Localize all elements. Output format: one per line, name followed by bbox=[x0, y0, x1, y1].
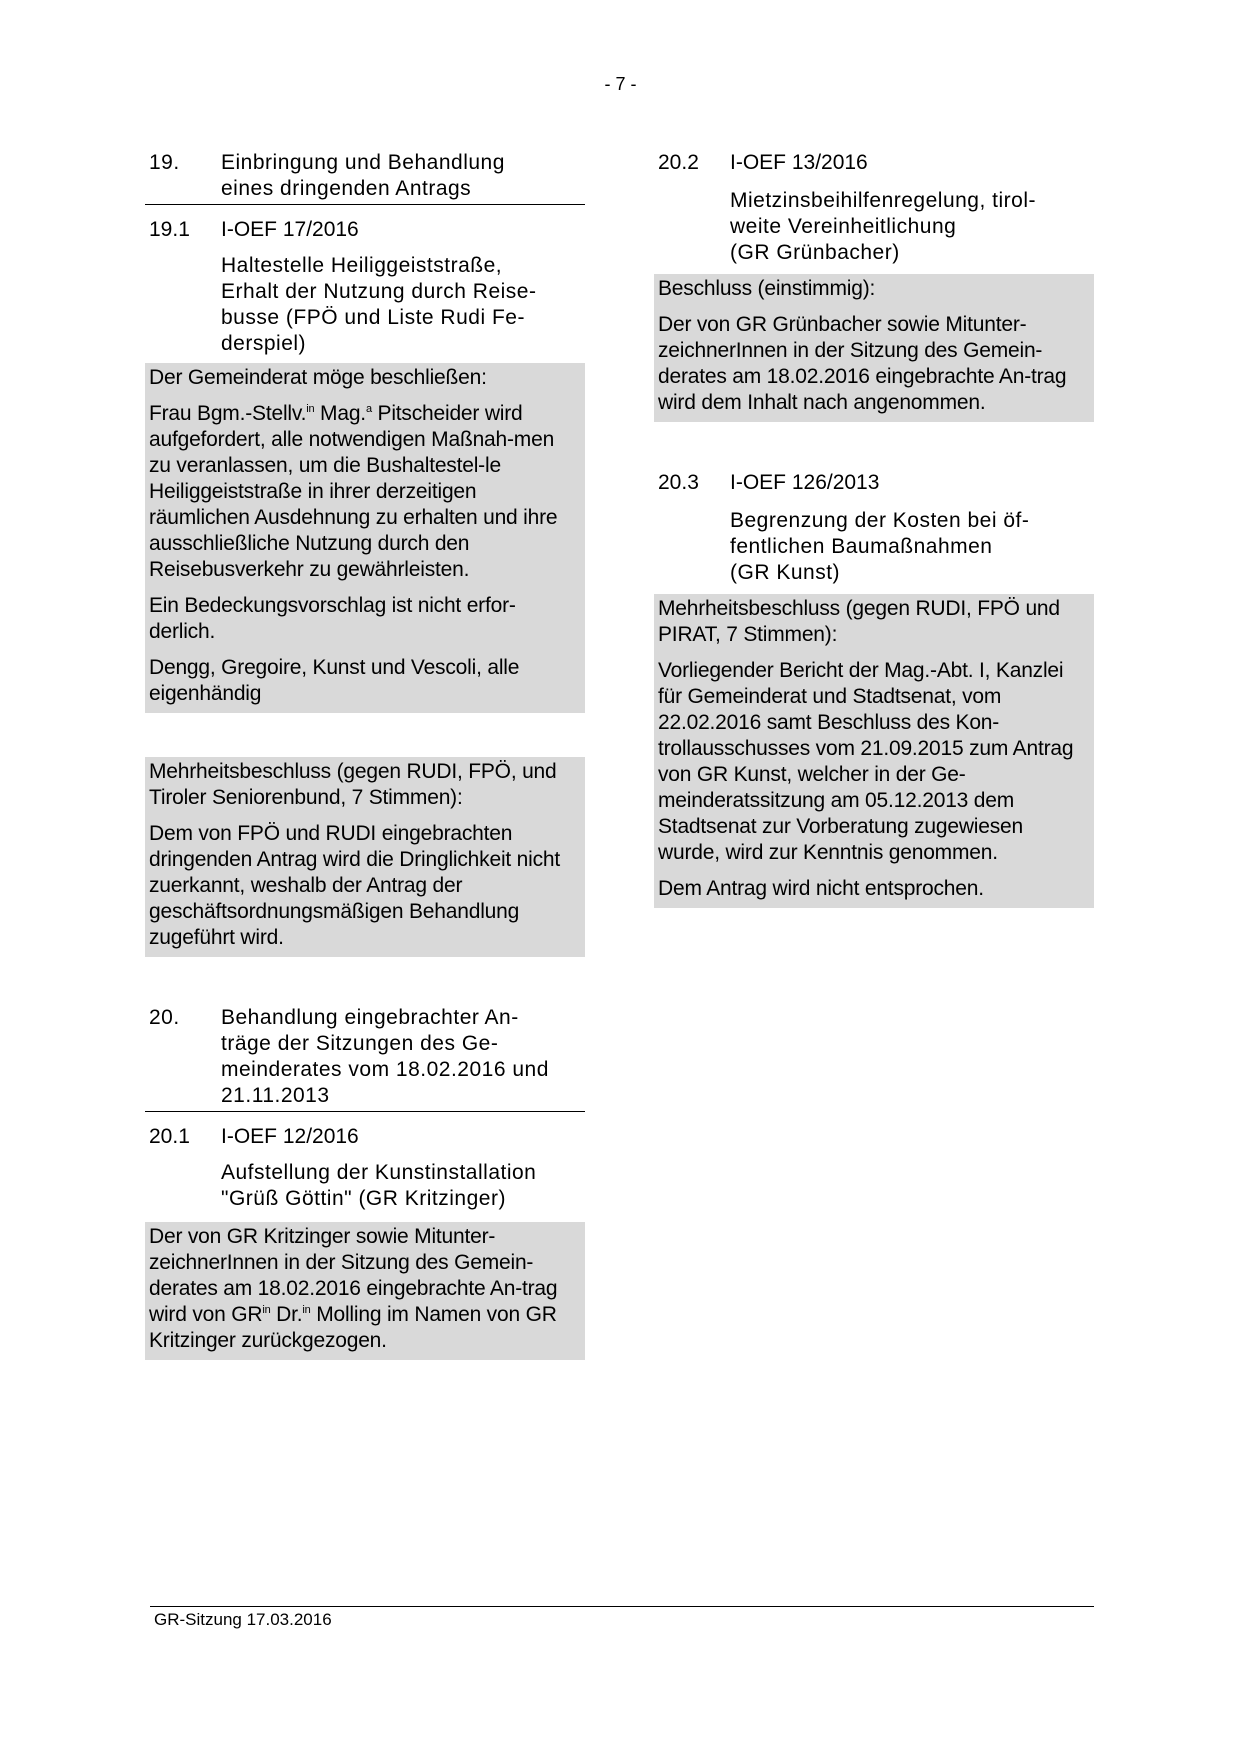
item-subject bbox=[145, 253, 585, 357]
item-code: I-OEF 13/2016 bbox=[730, 151, 868, 174]
subject-line: Mietzinsbeihilfenregelung, tirol- bbox=[730, 189, 1036, 212]
section-title-line: träge der Sitzungen des Ge- bbox=[221, 1032, 499, 1055]
subject-line: "Grüß Göttin" (GR Kritzinger) bbox=[221, 1187, 506, 1210]
section-number: 19. bbox=[149, 151, 180, 174]
section-title-line: 21.11.2013 bbox=[221, 1084, 330, 1107]
item-code: I-OEF 17/2016 bbox=[221, 218, 359, 241]
right-column bbox=[654, 150, 1094, 908]
subject-line: Begrenzung der Kosten bei öf- bbox=[730, 509, 1030, 532]
coverage-note: Ein Bedeckungsvorschlag ist nicht erfor-derlich. bbox=[149, 594, 516, 643]
footer-divider bbox=[150, 1606, 1094, 1607]
item-code: I-OEF 126/2013 bbox=[730, 471, 880, 494]
resolution-text: Dem von FPÖ und RUDI eingebrachten dringenden Antrag wird die Dringlichkeit nicht zuerkannt, weshalb der Antrag der geschäftsordnungsmäßigen Behandlung zugeführt wird. bbox=[149, 822, 561, 949]
resolution-box bbox=[654, 594, 1094, 908]
resolution-box bbox=[654, 274, 1094, 422]
item-subject bbox=[654, 188, 1094, 266]
resolution-label: Beschluss (einstimmig): bbox=[658, 277, 876, 300]
motion-box bbox=[145, 363, 585, 713]
section-number: 20. bbox=[149, 1006, 180, 1029]
resolution-outcome: Dem Antrag wird nicht entsprochen. bbox=[658, 877, 984, 900]
section-title-line: meinderates vom 18.02.2016 und bbox=[221, 1058, 549, 1081]
section-title-line: Behandlung eingebrachter An- bbox=[221, 1006, 519, 1029]
section-title-line: Einbringung und Behandlung bbox=[221, 151, 505, 174]
section-20-heading bbox=[145, 1005, 585, 1112]
item-20-1 bbox=[145, 1124, 585, 1150]
item-20-2 bbox=[654, 150, 1094, 176]
resolution-box bbox=[145, 757, 585, 957]
item-subject bbox=[654, 508, 1094, 586]
subject-line: Aufstellung der Kunstinstallation bbox=[221, 1161, 537, 1184]
item-number: 20.2 bbox=[658, 151, 699, 174]
item-19-1 bbox=[145, 217, 585, 243]
motion-text: Frau Bgm.-Stellv.$^{in}$ Mag.$^a$ Pitscheider wird aufgefordert, alle notwendigen Maßnah-men zu veranlassen, um die Bushaltestel-le Heiliggeiststraße in ihrer derzeitigen räumlichen Ausdehnung zu erhalten und ihre ausschließliche Nutzung durch den Reisebusverkehr zu gewährleisten. bbox=[149, 402, 558, 581]
withdrawal-text: Der von GR Kritzinger sowie Mitunter-zeichnerInnen in der Sitzung des Gemein-derates am 18.02.2016 eingebrachte An-trag wird von $GR^{in}$ Dr.$^{in}$ Molling im Namen von GR Kritzinger zurückgezogen. bbox=[149, 1225, 558, 1352]
item-number: 20.1 bbox=[149, 1125, 190, 1148]
subject-line: weite Vereinheitlichung bbox=[730, 215, 957, 238]
page-number: - 7 - bbox=[604, 74, 637, 94]
resolution-text: Der von GR Grünbacher sowie Mitunter-zeichnerInnen in der Sitzung des Gemein-derates am 18.02.2016 eingebrachte An-trag wird dem Inhalt nach angenommen. bbox=[658, 313, 1067, 414]
item-code: I-OEF 12/2016 bbox=[221, 1125, 359, 1148]
subject-line: (GR Grünbacher) bbox=[730, 241, 900, 264]
item-number: 19.1 bbox=[149, 218, 190, 241]
item-subject bbox=[145, 1160, 585, 1212]
subject-line: Erhalt der Nutzung durch Reise- bbox=[221, 280, 537, 303]
motion-label: Der Gemeinderat möge beschließen: bbox=[149, 366, 487, 389]
resolution-label: Mehrheitsbeschluss (gegen RUDI, FPÖ und PIRAT, 7 Stimmen): bbox=[658, 597, 1060, 646]
left-column bbox=[145, 150, 585, 1360]
item-number: 20.3 bbox=[658, 471, 699, 494]
subject-line: fentlichen Baumaßnahmen bbox=[730, 535, 993, 558]
withdrawal-box bbox=[145, 1222, 585, 1360]
section-title-line: eines dringenden Antrags bbox=[221, 177, 472, 200]
subject-line: Haltestelle Heiliggeiststraße, bbox=[221, 254, 503, 277]
subject-line: busse (FPÖ und Liste Rudi Fe- bbox=[221, 306, 525, 329]
resolution-label: Mehrheitsbeschluss (gegen RUDI, FPÖ, und Tiroler Seniorenbund, 7 Stimmen): bbox=[149, 760, 557, 809]
footer-session-date: GR-Sitzung 17.03.2016 bbox=[154, 1610, 332, 1629]
resolution-text: Vorliegender Bericht der Mag.-Abt. I, Kanzlei für Gemeinderat und Stadtsenat, vom 22.02.2016 samt Beschluss des Kon-trollausschusses vom 21.09.2015 zum Antrag von GR Kunst, welcher in der Ge-meinderatssitzung am 05.12.2013 dem Stadtsenat zur Vorberatung zugewiesen wurde, wird zur Kenntnis genommen. bbox=[658, 659, 1074, 864]
subject-line: (GR Kunst) bbox=[730, 561, 841, 584]
item-20-3 bbox=[654, 470, 1094, 496]
signatories: Dengg, Gregoire, Kunst und Vescoli, alle eigenhändig bbox=[149, 656, 520, 705]
subject-line: derspiel) bbox=[221, 332, 307, 355]
section-19-heading bbox=[145, 150, 585, 205]
